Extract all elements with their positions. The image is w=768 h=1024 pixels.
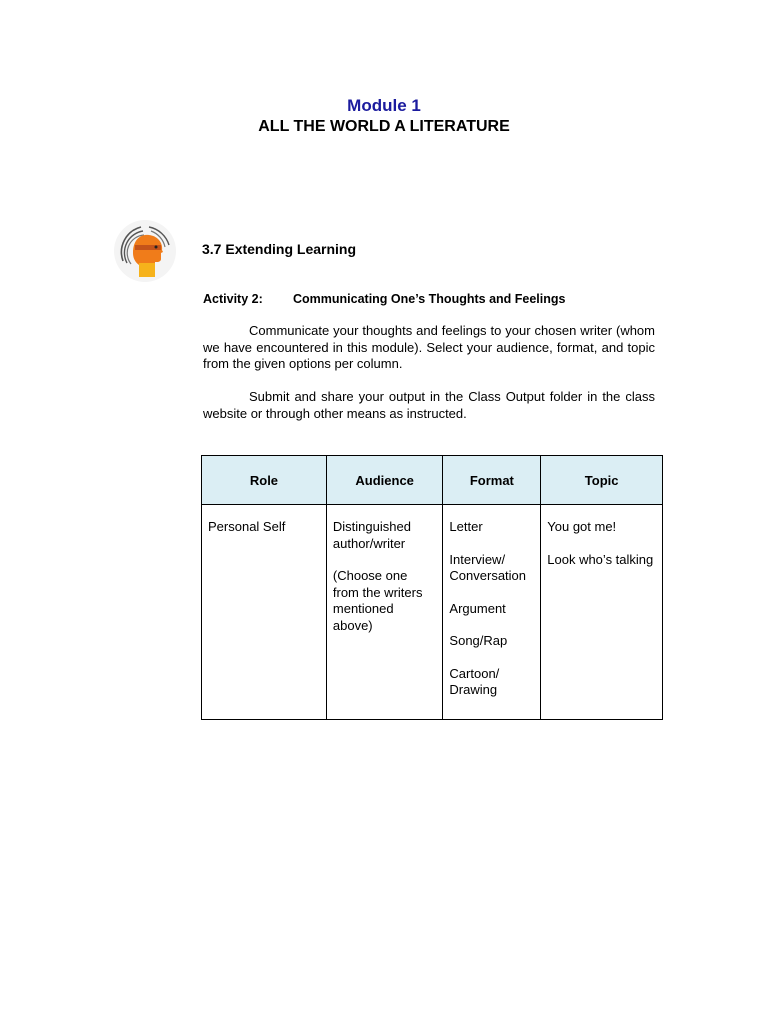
topic-option: Look who’s talking — [547, 551, 654, 567]
header-topic: Topic — [541, 456, 663, 505]
activity-heading — [203, 292, 565, 306]
audience-note: (Choose one from the writers mentioned above) — [332, 568, 423, 633]
activity-title: Communicating One’s Thoughts and Feelings — [293, 292, 566, 306]
topic-option: You got me! — [547, 519, 617, 534]
activity-number: Activity 2: — [203, 292, 263, 306]
header-format: Format — [443, 456, 541, 505]
role-cell — [202, 505, 327, 720]
audience-cell — [326, 505, 443, 720]
role-option: Personal Self — [208, 519, 286, 534]
header-role: Role — [202, 456, 327, 505]
submission-text: Submit and share your output in the Class Output folder in the class website or through other means as instructed. — [203, 389, 655, 421]
table-header-row — [202, 456, 663, 505]
module-number: Module 1 — [347, 96, 421, 115]
audience-option: Distinguished author/writer — [332, 519, 411, 551]
format-option: Song/Rap — [449, 633, 508, 648]
table-row — [202, 505, 663, 720]
format-option: Letter — [449, 519, 483, 534]
topic-cell — [541, 505, 663, 720]
header-audience: Audience — [326, 456, 443, 505]
instruction-paragraph — [203, 323, 655, 373]
module-title: ALL THE WORLD A LITERATURE — [258, 118, 510, 135]
format-option: Interview/ Conversation — [449, 551, 527, 583]
format-cell — [443, 505, 541, 720]
submission-paragraph — [203, 389, 655, 422]
options-table — [201, 455, 663, 720]
section-title: 3.7 Extending Learning — [202, 241, 357, 257]
format-option: Argument — [449, 600, 506, 616]
instruction-text: Communicate your thoughts and feelings to your chosen writer (whom we have encountered in this module). Select your audience, format, and topic from the given options per column. — [203, 323, 655, 371]
thinking-head-icon — [113, 219, 177, 283]
format-option: Cartoon/ Drawing — [449, 665, 500, 697]
